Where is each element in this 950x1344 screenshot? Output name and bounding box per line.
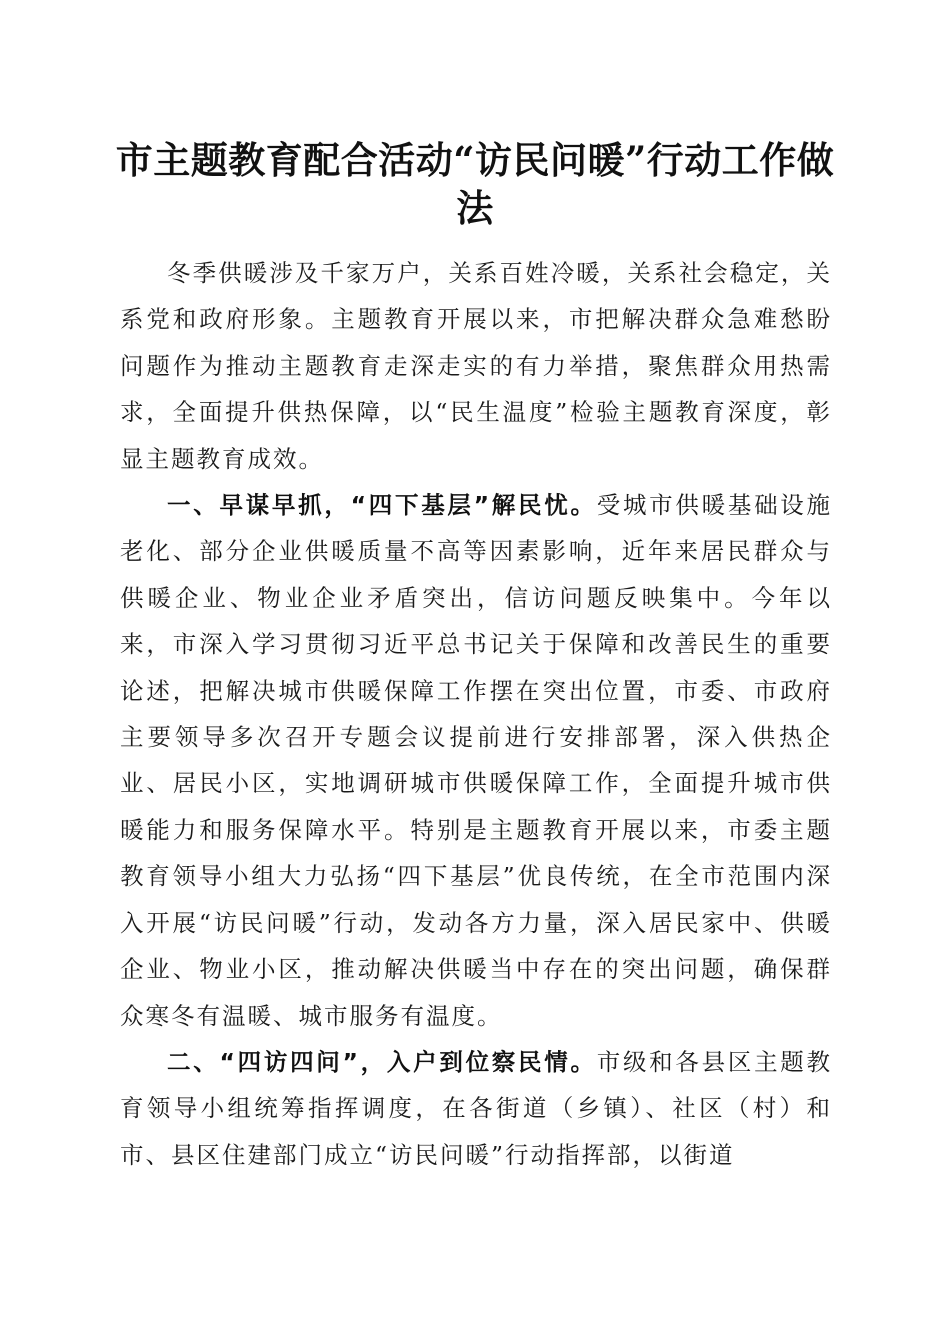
document-body (120, 250, 832, 1178)
paragraph-text: 市级和各县区主题教育领导小组统筹指挥调度，在各街道（乡镇）、社区（村）和市、县区住建部门成立“访民问暖”行动指挥部，以街道 (120, 1047, 833, 1169)
paragraph-text: 受城市供暖基础设施老化、部分企业供暖质量不高等因素影响，近年来居民群众与供暖企业、物业企业矛盾突出，信访问题反映集中。今年以来，市深入学习贯彻习近平总书记关于保障和改善民生的重要论述，把解决城市供暖保障工作摆在突出位置，市委、市政府主要领导多次召开专题会议提前进行安排部署，深入供热企业、居民小区，实地调研城市供暖保障工作，全面提升城市供暖能力和服务保障水平。特别是主题教育开展以来，市委主题教育领导小组大力弘扬“四下基层”优良传统，在全市范围内深入开展“访民问暖”行动，发动各方力量，深入居民家中、供暖企业、物业小区，推动解决供暖当中存在的突出问题，确保群众寒冬有温暖、城市服务有温度。 (120, 491, 833, 1030)
paragraph-section-1 (120, 482, 832, 1039)
document-title: 市主题教育配合活动“访民问暖”行动工作做法 (115, 138, 835, 230)
paragraph-section-2 (120, 1039, 832, 1178)
section-heading-1: 一、早谋早抓，“四下基层”解民忧。 (167, 491, 597, 520)
section-heading-2: 二、“四访四问”，入户到位察民情。 (167, 1047, 597, 1076)
paragraph-intro (120, 250, 832, 482)
paragraph-text: 冬季供暖涉及千家万户，关系百姓冷暖，关系社会稳定，关系党和政府形象。主题教育开展以来，市把解决群众急难愁盼问题作为推动主题教育走深走实的有力举措，聚焦群众用热需求，全面提升供热保障，以“民生温度”检验主题教育深度，彰显主题教育成效。 (120, 259, 832, 473)
